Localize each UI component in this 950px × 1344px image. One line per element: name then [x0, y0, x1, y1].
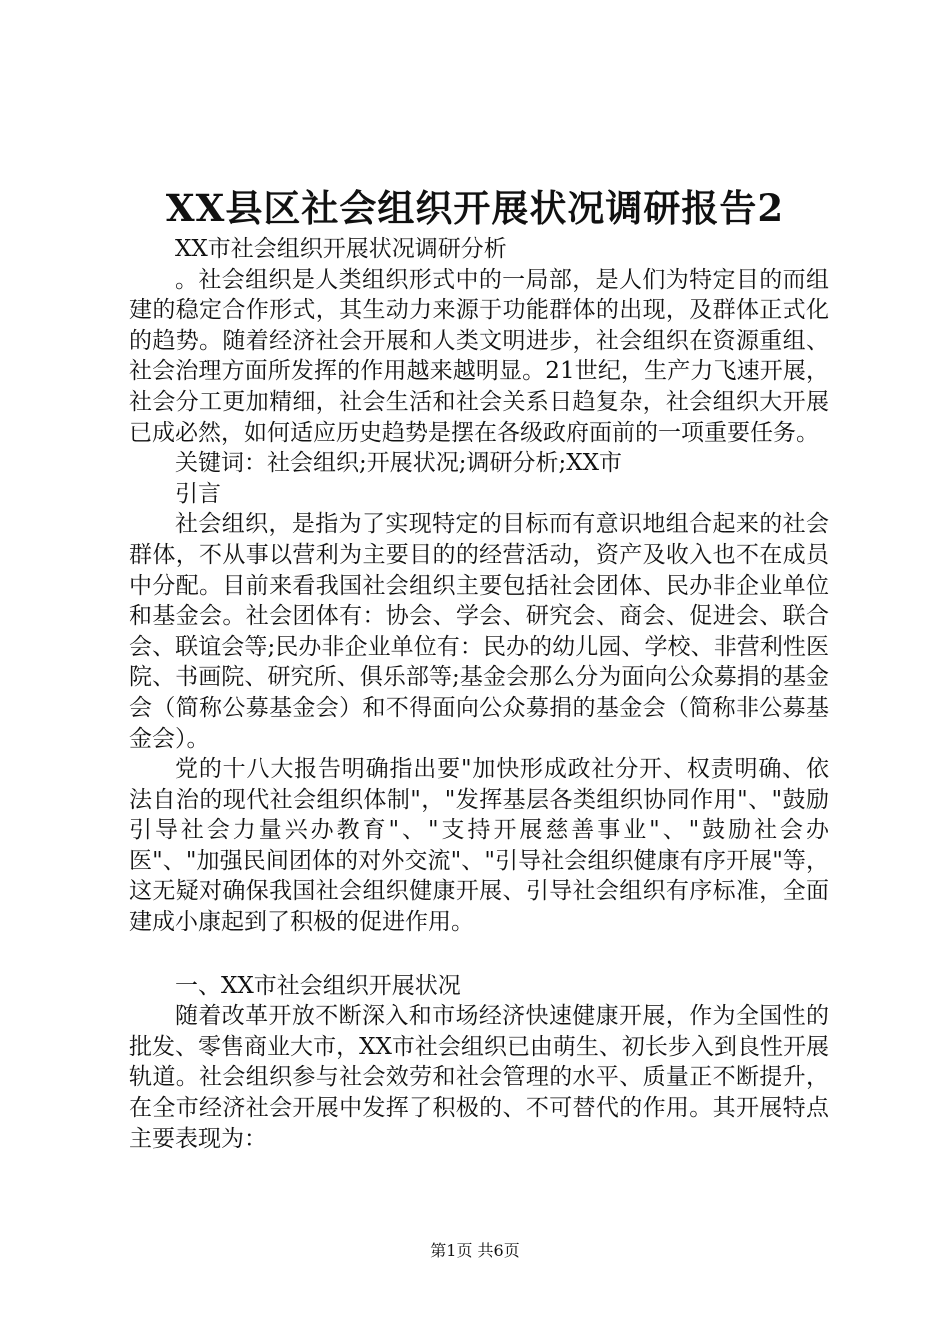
document-title: XX县区社会组织开展状况调研报告2: [165, 186, 785, 230]
section-heading: 一、XX市社会组织开展状况: [175, 972, 461, 999]
page-number-footer: 第1页 共6页: [430, 1241, 520, 1260]
keywords-paragraph: 关键词：社会组织;开展状况;调研分析;XX市: [175, 450, 622, 477]
body-paragraph: 随着改革开放不断深入和市场经济快速健康开展，作为全国性的批发、零售商业大市，XX市社会组织已由萌生、初长步入到良性开展轨道。社会组织参与社会效劳和社会管理的水平、质量正不断提升，在全市经济社会开展中发挥了积极的、不可替代的作用。其开展特点主要表现为：: [129, 1003, 829, 1152]
body-paragraph: 社会组织，是指为了实现特定的目标而有意识地组合起来的社会群体，不从事以营利为主要目的的经营活动，资产及收入也不在成员中分配。目前来看我国社会组织主要包括社会团体、民办非企业单位和基金会。社会团体有：协会、学会、研究会、商会、促进会、联合会、联谊会等;民办非企业单位有：民办的幼儿园、学校、非营利性医院、书画院、研究所、俱乐部等;基金会那么分为面向公众募捐的基金会（简称公募基金会）和不得面向公众募捐的基金会（简称非公募基金会）。: [129, 511, 829, 752]
introduction-heading: 引言: [175, 480, 221, 507]
subtitle-paragraph: XX市社会组织开展状况调研分析: [175, 236, 507, 262]
body-paragraph: 党的十八大报告明确指出要"加快形成政社分开、权责明确、依法自治的现代社会组织体制"，"发挥基层各类组织协同作用"、"鼓励引导社会力量兴办教育"、"支持开展慈善事业"、"鼓励社会办医"、"加强民间团体的对外交流"、"引导社会组织健康有序开展"等，这无疑对确保我国社会组织健康开展、引导社会组织有序标准，全面建成小康起到了积极的促进作用。: [129, 756, 829, 936]
document-body: [129, 234, 829, 1154]
abstract-paragraph: 。社会组织是人类组织形式中的一局部，是人们为特定目的而组建的稳定合作形式，其生动力来源于功能群体的出现，及群体正式化的趋势。随着经济社会开展和人类文明进步，社会组织在资源重组、社会治理方面所发挥的作用越来越明显。21世纪，生产力飞速开展，社会分工更加精细，社会生活和社会关系日趋复杂，社会组织大开展已成必然，如何适应历史趋势是摆在各级政府面前的一项重要任务。: [129, 266, 829, 446]
